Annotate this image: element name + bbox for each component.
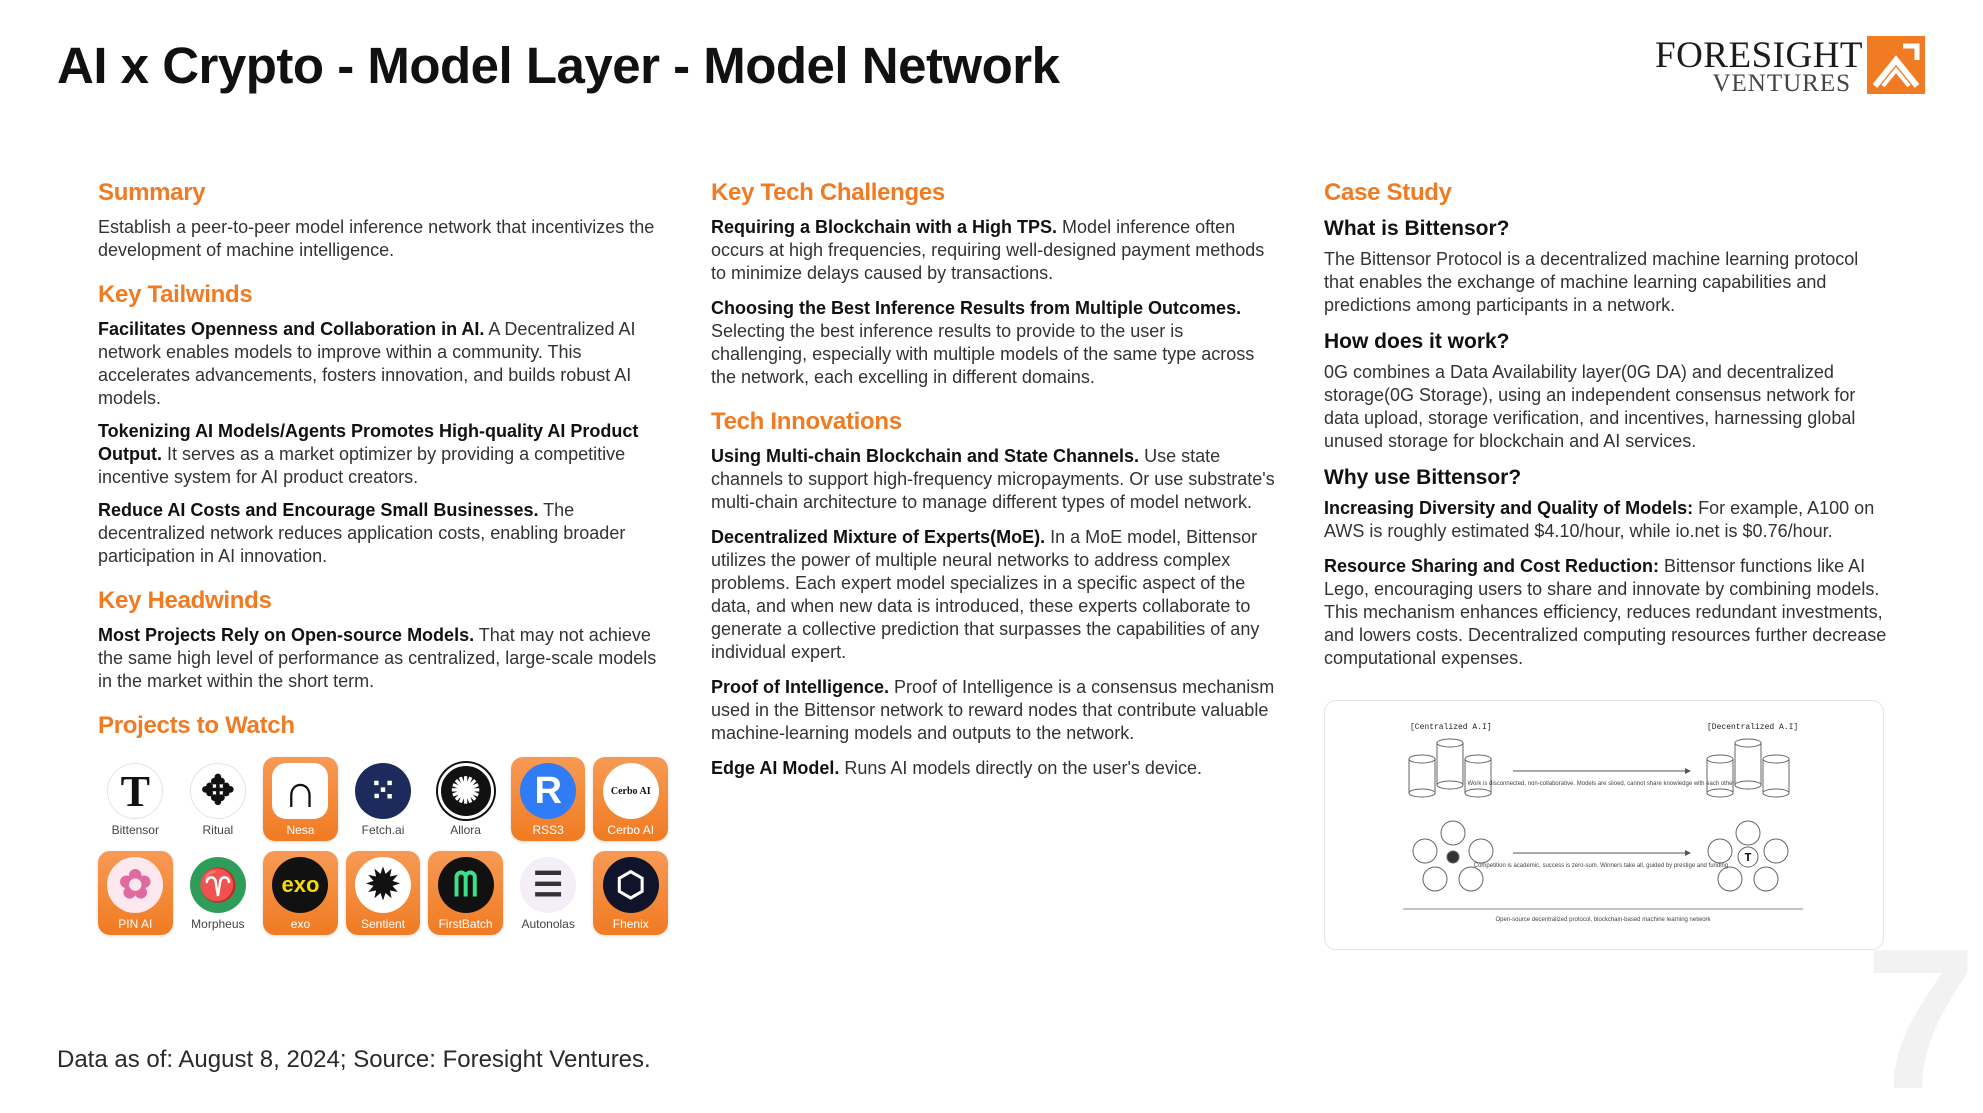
case-study-reason-text: For example, A100 on AWS is roughly estimated $4.10/hour, while io.net is $0.76/hour. xyxy=(1324,498,1875,541)
tailwind-item-text: A Decentralized AI network enables models to improve within a community. This accelerates advancements, fosters innovation, and builds robust AI models. xyxy=(98,319,636,408)
case-study-reason-text: Bittensor functions like AI Lego, encouraging users to share and innovate by combining models. This mechanism enhances efficiency, reduces redundant investments, and lowers costs. Decentralized computing resources further decrease computational expenses. xyxy=(1324,556,1887,668)
tailwind-item-title: Facilitates Openness and Collaboration in AI. xyxy=(98,319,485,339)
projects-grid xyxy=(98,757,668,935)
projects-row-1 xyxy=(98,757,668,841)
innovation-item-text: Runs AI models directly on the user's device. xyxy=(839,758,1202,778)
challenge-item-title: Choosing the Best Inference Results from Multiple Outcomes. xyxy=(711,298,1242,318)
tailwinds-heading: Key Tailwinds xyxy=(98,281,253,308)
innovations-heading: Tech Innovations xyxy=(711,408,902,435)
case-study-question: How does it work? xyxy=(1324,330,1510,353)
morpheus-logo-icon: ♈ xyxy=(190,857,246,913)
innovation-item xyxy=(711,676,1281,745)
innovation-item-title: Edge AI Model. xyxy=(711,758,840,778)
challenge-item xyxy=(711,297,1281,389)
project-label: Cerbo AI xyxy=(607,823,655,837)
project-label: Nesa xyxy=(286,823,315,837)
challenge-item xyxy=(711,216,1281,285)
project-label: RSS3 xyxy=(532,823,564,837)
project-firstbatch[interactable] xyxy=(428,851,503,935)
fetch-ai-logo-icon: ⁙ xyxy=(355,763,411,819)
project-allora[interactable] xyxy=(428,757,503,841)
project-label: PIN AI xyxy=(118,917,153,931)
project-bittensor[interactable] xyxy=(98,757,173,841)
innovation-item-title: Decentralized Mixture of Experts(MoE). xyxy=(711,527,1046,547)
innovation-item-title: Using Multi-chain Blockchain and State Channels. xyxy=(711,446,1140,466)
innovation-item xyxy=(711,757,1281,780)
case-study-question: What is Bittensor? xyxy=(1324,217,1510,240)
sentient-logo-icon: ✹ xyxy=(355,857,411,913)
cerbo-ai-logo-icon: Cerbo AI xyxy=(603,763,659,819)
allora-logo-icon: ✺ xyxy=(438,763,494,819)
challenge-item-text: Model inference often occurs at high frequencies, requiring well-designed payment methods to minimize delays caused by transactions. xyxy=(711,217,1265,283)
column-middle xyxy=(711,178,1281,790)
diagram-arrow-2-text: Competition is academic, success is zero-sum. Winners take all, guided by prestige and funding xyxy=(1473,863,1729,869)
case-study-answer: 0G combines a Data Availability layer(0G DA) and decentralized storage(0G Storage), using an independent consensus network for data upload, storage verification, and incentives, harnessing global unused storage for blockchain and AI services. xyxy=(1324,362,1856,451)
bittensor-t-icon: T xyxy=(1744,851,1752,865)
arrow-head-icon xyxy=(1685,768,1691,774)
foresight-mark-icon xyxy=(1867,36,1925,94)
headwind-item xyxy=(98,624,668,693)
project-label: Autonolas xyxy=(521,917,575,931)
headwinds-heading: Key Headwinds xyxy=(98,587,272,614)
case-study-reason xyxy=(1324,555,1892,670)
tailwind-item-text: The decentralized network reduces application costs, enabling broader participation in AI innovation. xyxy=(98,500,626,566)
diagram-arrow-1-text: Work is disconnected, non-collaborative. Models are siloed, cannot share knowledge with each other xyxy=(1467,781,1735,787)
diagram-caption: Open-source decentralized protocol, blockchain-based machine learning network xyxy=(1495,917,1711,923)
nesa-logo-icon: ∩ xyxy=(272,763,328,819)
project-sentient[interactable] xyxy=(346,851,421,935)
autonolas-logo-icon: ☰ xyxy=(520,857,576,913)
case-study-reason xyxy=(1324,497,1892,543)
firstbatch-logo-icon: ᗰ xyxy=(438,857,494,913)
innovation-item-text: Use state channels to support high-frequency micropayments. Or use substrate's multi-chain architecture to manage different types of model network. xyxy=(711,446,1275,512)
headwind-item-title: Most Projects Rely on Open-source Models. xyxy=(98,625,475,645)
bittensor-diagram xyxy=(1324,700,1884,950)
footer-source: Data as of: August 8, 2024; Source: Foresight Ventures. xyxy=(57,1046,651,1073)
project-fetch-ai[interactable] xyxy=(346,757,421,841)
tailwind-item xyxy=(98,499,668,568)
case-study-question: Why use Bittensor? xyxy=(1324,466,1522,489)
column-right xyxy=(1324,178,1892,950)
ritual-logo-icon: ✥ xyxy=(190,763,246,819)
project-label: Morpheus xyxy=(191,917,245,931)
innovation-item-title: Proof of Intelligence. xyxy=(711,677,890,697)
diagram-label-right: [Decentralized A.I] xyxy=(1707,723,1799,732)
project-fhenix[interactable] xyxy=(593,851,668,935)
project-label: Allora xyxy=(450,823,481,837)
column-left xyxy=(98,178,668,945)
innovation-item xyxy=(711,526,1281,664)
project-label: Sentient xyxy=(361,917,406,931)
project-label: Bittensor xyxy=(111,823,159,837)
tailwind-item-title: Tokenizing AI Models/Agents Promotes High-quality AI Product Output. xyxy=(98,421,639,464)
decentralized-cylinders xyxy=(1707,739,1789,797)
diagram-label-left: [Centralized A.I] xyxy=(1410,723,1492,732)
case-study-answer: The Bittensor Protocol is a decentralized machine learning protocol that enables the exchange of machine learning capabilities and predictions among participants in a network. xyxy=(1324,249,1859,315)
tailwind-item xyxy=(98,318,668,410)
summary-text: Establish a peer-to-peer model inference network that incentivizes the development of machine intelligence. xyxy=(98,217,655,260)
challenge-item-title: Requiring a Blockchain with a High TPS. xyxy=(711,217,1058,237)
project-rss3[interactable] xyxy=(511,757,586,841)
project-autonolas[interactable] xyxy=(511,851,586,935)
page-title: AI x Crypto - Model Layer - Model Network xyxy=(57,37,1060,94)
project-label: exo xyxy=(290,917,311,931)
summary-heading: Summary xyxy=(98,179,206,206)
exo-logo-icon: exo xyxy=(272,857,328,913)
innovation-item-text: Proof of Intelligence is a consensus mechanism used in the Bittensor network to reward nodes that contribute valuable machine-learning models and outputs to the network. xyxy=(711,677,1275,743)
project-pin-ai[interactable] xyxy=(98,851,173,935)
centralized-cylinders xyxy=(1409,739,1491,797)
logo-line-1: FORESIGHT xyxy=(1655,35,1864,76)
diagram-svg xyxy=(1325,701,1885,951)
project-label: Ritual xyxy=(202,823,234,837)
project-label: Fhenix xyxy=(612,917,649,931)
centralized-circles xyxy=(1413,821,1493,891)
project-morpheus[interactable] xyxy=(181,851,256,935)
logo-line-2: VENTURES xyxy=(1712,70,1851,97)
projects-heading: Projects to Watch xyxy=(98,712,295,739)
arrow-head-icon xyxy=(1685,850,1691,856)
tailwind-item-text: It serves as a market optimizer by providing a competitive incentive system for AI product creators. xyxy=(98,444,626,487)
project-label: Fetch.ai xyxy=(361,823,405,837)
foresight-logo xyxy=(1655,34,1925,98)
project-ritual[interactable] xyxy=(181,757,256,841)
rss3-logo-icon: R xyxy=(520,763,576,819)
fhenix-logo-icon: ⬡ xyxy=(603,857,659,913)
challenges-heading: Key Tech Challenges xyxy=(711,179,945,206)
case-study-heading: Case Study xyxy=(1324,179,1452,206)
headwind-item-text: That may not achieve the same high level of performance as centralized, large-scale models in the market within the short term. xyxy=(98,625,657,691)
project-exo[interactable] xyxy=(263,851,338,935)
project-cerbo-ai[interactable] xyxy=(593,757,668,841)
page-number: 7 xyxy=(1865,908,1977,1113)
project-nesa[interactable] xyxy=(263,757,338,841)
challenge-item-text: Selecting the best inference results to provide to the user is challenging, especially with multiple models of the same type across the network, each excelling in different domains. xyxy=(711,321,1255,387)
pin-ai-logo-icon: ✿ xyxy=(107,857,163,913)
projects-row-2 xyxy=(98,851,668,935)
innovation-item-text: In a MoE model, Bittensor utilizes the power of multiple neural networks to address complex problems. Each expert model specializes in a specific aspect of the data, and when new data is introduced, these experts collaborate to generate a collective prediction that surpasses the capabilities of any individual expert. xyxy=(711,527,1260,662)
innovation-item xyxy=(711,445,1281,514)
project-label: FirstBatch xyxy=(438,917,493,931)
bittensor-logo-icon: T xyxy=(107,763,163,819)
case-study-reason-title: Resource Sharing and Cost Reduction: xyxy=(1324,556,1660,576)
tailwind-item xyxy=(98,420,668,489)
tailwind-item-title: Reduce AI Costs and Encourage Small Businesses. xyxy=(98,500,539,520)
case-study-reason-title: Increasing Diversity and Quality of Models: xyxy=(1324,498,1694,518)
